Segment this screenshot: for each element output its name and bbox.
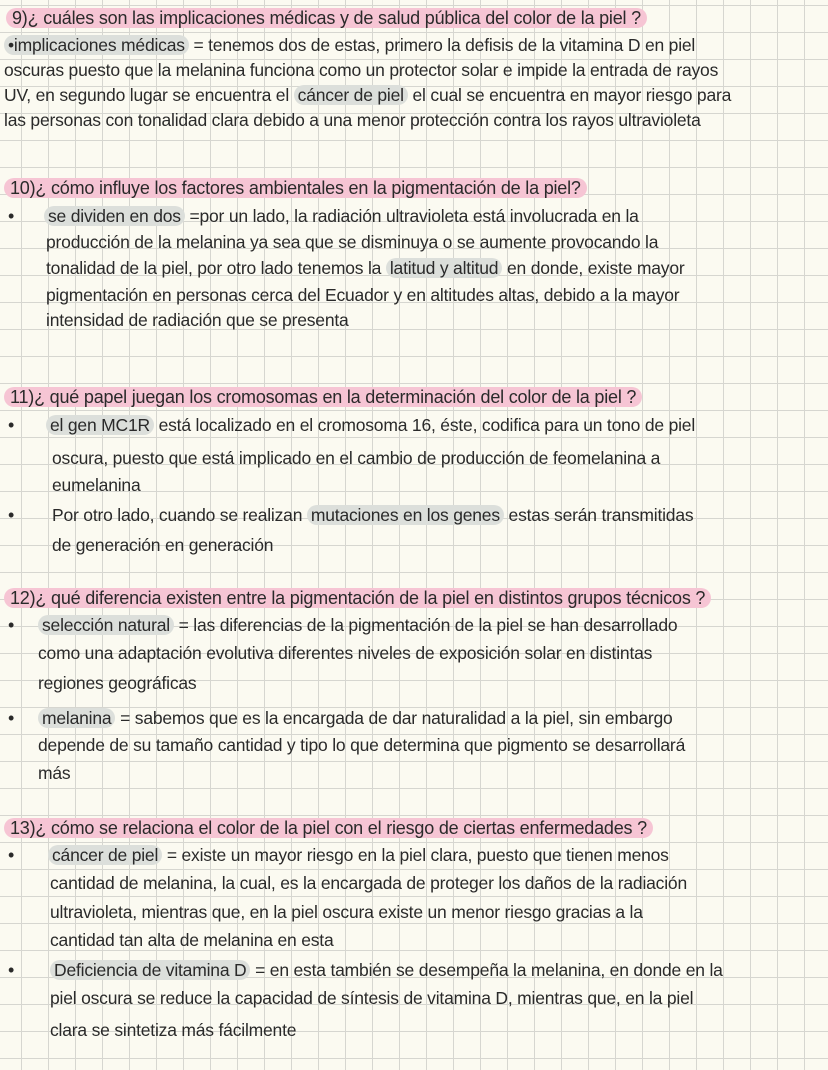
answer-line	[38, 732, 685, 758]
highlighted-text: •implicaciones médicas	[4, 35, 189, 55]
text-segment: pigmentación en personas cerca del Ecuador y en altitudes altas, debido a la mayor	[46, 285, 680, 305]
answer-line	[4, 57, 718, 83]
answer-line	[44, 203, 639, 229]
highlighted-text: selección natural	[38, 615, 174, 635]
highlighted-text: Deficiencia de vitamina D	[50, 960, 250, 980]
answer-line	[46, 229, 658, 255]
answer-line	[38, 760, 70, 786]
answer-line	[4, 32, 695, 58]
text-segment: de generación en generación	[52, 535, 274, 555]
text-segment: las personas con tonalidad clara debido a una menor protección contra los rayos ultravioleta	[4, 110, 701, 130]
text-segment: oscuras puesto que la melanina funciona como un protector solar e impide la entrada de rayos	[4, 60, 719, 80]
text-segment: =por un lado, la radiación ultravioleta está involucrada en la	[184, 206, 639, 226]
highlighted-text: 12)¿ qué diferencia existen entre la pigmentación de la piel en distintos grupos técnicos ?	[4, 588, 711, 608]
answer-line	[48, 842, 669, 868]
text-segment: intensidad de radiación que se presenta	[46, 310, 349, 330]
text-segment: UV, en segundo lugar se encuentra el	[4, 85, 294, 105]
text-segment: más	[38, 763, 71, 783]
text-segment: Por otro lado, cuando se realizan	[52, 505, 307, 525]
answer-line	[50, 957, 723, 983]
answer-line	[38, 612, 677, 638]
text-segment: producción de la melanina ya sea que se disminuya o se aumente provocando la	[46, 232, 659, 252]
highlighted-text: cáncer de piel	[294, 85, 408, 105]
bullet-icon: •	[8, 415, 15, 435]
answer-line	[50, 899, 643, 925]
text-segment: = existe un mayor riesgo en la piel clara, puesto que tienen menos	[162, 845, 669, 865]
highlighted-text: melanina	[38, 708, 115, 728]
answer-line	[50, 1017, 296, 1043]
question-heading	[6, 5, 647, 31]
text-segment: estas serán transmitidas	[503, 505, 694, 525]
bullet-icon: •	[8, 505, 15, 525]
answer-line	[52, 532, 273, 558]
highlighted-text: 9)¿ cuáles son las implicaciones médicas y de salud pública del color de la piel ?	[6, 8, 647, 28]
text-segment: = en esta también se desempeña la melanina, en donde en la	[250, 960, 723, 980]
answer-line	[52, 502, 693, 528]
answer-line	[38, 640, 652, 666]
question-heading	[4, 815, 653, 841]
text-segment: piel oscura se reduce la capacidad de síntesis de vitamina D, mientras que, en la piel	[50, 988, 694, 1008]
highlighted-text: el gen MC1R	[46, 415, 154, 435]
text-segment: eumelanina	[52, 475, 141, 495]
answer-line	[4, 82, 731, 108]
text-segment: ultravioleta, mientras que, en la piel oscura existe un menor riesgo gracias a la	[50, 902, 643, 922]
text-segment: oscura, puesto que está implicado en el cambio de producción de feomelanina a	[52, 448, 661, 468]
answer-line	[46, 255, 685, 281]
question-heading	[4, 585, 711, 611]
text-segment: en donde, existe mayor	[502, 258, 685, 278]
text-segment: = las diferencias de la pigmentación de la piel se han desarrollado	[173, 615, 678, 635]
text-segment: regiones geográficas	[38, 673, 197, 693]
bullet-icon: •	[8, 206, 15, 226]
text-segment: está localizado en el cromosoma 16, éste, codifica para un tono de piel	[153, 415, 696, 435]
highlighted-text: latitud y altitud	[386, 258, 502, 278]
highlighted-text: 13)¿ cómo se relaciona el color de la piel con el riesgo de ciertas enfermedades ?	[4, 818, 653, 838]
highlighted-text: se dividen en dos	[44, 206, 185, 226]
answer-line	[38, 670, 196, 696]
highlighted-text: cáncer de piel	[48, 845, 162, 865]
question-heading	[4, 175, 587, 201]
question-heading	[4, 384, 642, 410]
answer-line	[52, 445, 660, 471]
bullet-icon: •	[8, 708, 15, 728]
answer-line	[50, 927, 334, 953]
text-segment: depende de su tamaño cantidad y tipo lo que determina que pigmento se desarrollará	[38, 735, 686, 755]
answer-line	[38, 705, 673, 731]
text-segment: el cual se encuentra en mayor riesgo para	[407, 85, 732, 105]
answer-line	[46, 412, 695, 438]
answer-line	[52, 472, 140, 498]
bullet-icon: •	[8, 960, 15, 980]
text-segment: = sabemos que es la encargada de dar naturalidad a la piel, sin embargo	[115, 708, 673, 728]
text-segment: cantidad de melanina, la cual, es la encargada de proteger los daños de la radiación	[50, 873, 687, 893]
answer-line	[50, 985, 693, 1011]
text-segment: como una adaptación evolutiva diferentes niveles de exposición solar en distintas	[38, 643, 653, 663]
bullet-icon: •	[8, 845, 15, 865]
answer-line	[46, 307, 349, 333]
answer-line	[50, 870, 687, 896]
text-segment: clara se sintetiza más fácilmente	[50, 1020, 297, 1040]
highlighted-text: 11)¿ qué papel juegan los cromosomas en la determinación del color de la piel ?	[4, 387, 642, 407]
bullet-icon: •	[8, 615, 15, 635]
text-segment: = tenemos dos de estas, primero la defisis de la vitamina D en piel	[188, 35, 696, 55]
answer-line	[4, 107, 701, 133]
highlighted-text: 10)¿ cómo influye los factores ambientales en la pigmentación de la piel?	[4, 178, 587, 198]
highlighted-text: mutaciones en los genes	[307, 505, 504, 525]
text-segment: cantidad tan alta de melanina en esta	[50, 930, 334, 950]
answer-line	[46, 282, 679, 308]
text-segment: tonalidad de la piel, por otro lado tenemos la	[46, 258, 386, 278]
